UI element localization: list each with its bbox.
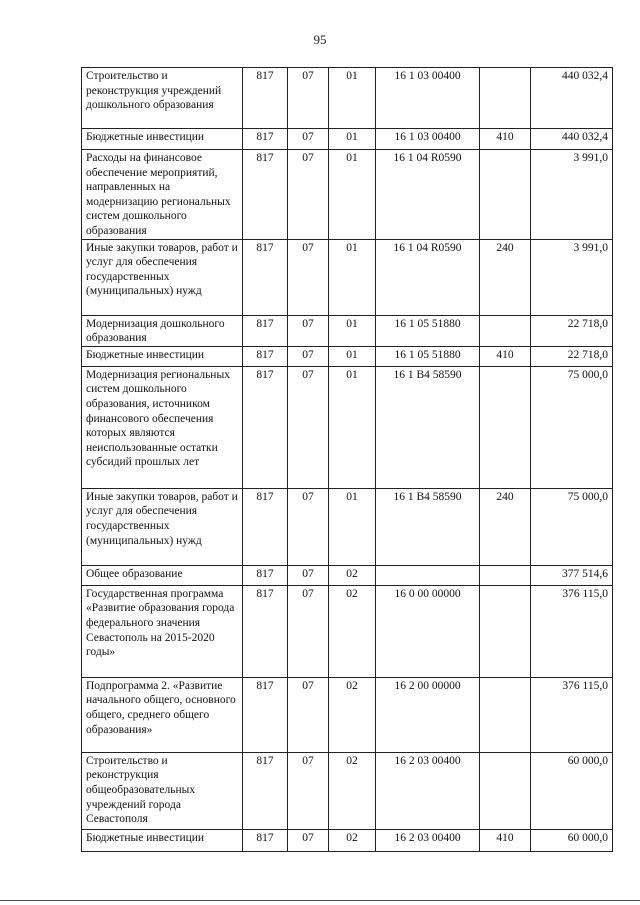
row-target-article: 16 1 03 00400 (376, 129, 480, 150)
row-name: Подпрограмма 2. «Развитие начального общего, основного общего, среднего общего образования» (82, 677, 243, 752)
table-row (82, 346, 613, 366)
row-section-code: 07 (288, 585, 329, 677)
row-section-code: 07 (288, 752, 329, 829)
row-name: Бюджетные инвестиции (82, 829, 243, 851)
table-row (82, 488, 613, 565)
table-row (82, 239, 613, 315)
row-ministry-code: 817 (243, 585, 288, 677)
table-row (82, 68, 613, 129)
row-subsection-code: 01 (329, 239, 376, 315)
row-ministry-code: 817 (243, 315, 288, 346)
row-subsection-code: 01 (329, 315, 376, 346)
row-expense-type (480, 68, 531, 129)
budget-table (81, 67, 613, 852)
row-amount: 3 991,0 (531, 239, 613, 315)
row-ministry-code: 817 (243, 565, 288, 585)
row-section-code: 07 (288, 565, 329, 585)
row-expense-type: 410 (480, 129, 531, 150)
row-target-article: 16 1 В4 58590 (376, 366, 480, 488)
row-amount: 75 000,0 (531, 366, 613, 488)
row-target-article: 16 2 00 00000 (376, 677, 480, 752)
row-section-code: 07 (288, 150, 329, 240)
row-ministry-code: 817 (243, 488, 288, 565)
row-name: Государственная программа «Развитие образования города федерального значения Севастополь на 2015-2020 годы» (82, 585, 243, 677)
row-expense-type (480, 315, 531, 346)
row-subsection-code: 01 (329, 150, 376, 240)
row-ministry-code: 817 (243, 677, 288, 752)
table-row (82, 565, 613, 585)
row-name: Иные закупки товаров, работ и услуг для обеспечения государственных (муниципальных) нужд (82, 488, 243, 565)
row-target-article: 16 2 03 00400 (376, 752, 480, 829)
row-amount: 376 115,0 (531, 677, 613, 752)
row-name: Бюджетные инвестиции (82, 346, 243, 366)
row-subsection-code: 01 (329, 68, 376, 129)
row-name: Модернизация региональных систем дошкольного образования, источником финансового обеспечения которых являются неиспользованные остатки субсидий прошлых лет (82, 366, 243, 488)
row-subsection-code: 01 (329, 346, 376, 366)
row-subsection-code: 02 (329, 585, 376, 677)
table-row (82, 366, 613, 488)
row-expense-type (480, 752, 531, 829)
row-amount: 3 991,0 (531, 150, 613, 240)
row-section-code: 07 (288, 68, 329, 129)
row-subsection-code: 02 (329, 565, 376, 585)
row-section-code: 07 (288, 315, 329, 346)
row-expense-type (480, 677, 531, 752)
row-expense-type: 240 (480, 239, 531, 315)
row-section-code: 07 (288, 488, 329, 565)
row-ministry-code: 817 (243, 829, 288, 851)
row-target-article: 16 1 04 R0590 (376, 239, 480, 315)
row-ministry-code: 817 (243, 68, 288, 129)
row-ministry-code: 817 (243, 129, 288, 150)
table-row (82, 829, 613, 851)
row-expense-type (480, 585, 531, 677)
row-section-code: 07 (288, 677, 329, 752)
row-name: Бюджетные инвестиции (82, 129, 243, 150)
row-section-code: 07 (288, 829, 329, 851)
row-amount: 60 000,0 (531, 752, 613, 829)
page-number: 95 (313, 32, 327, 47)
row-name: Модернизация дошкольного образования (82, 315, 243, 346)
row-name: Общее образование (82, 565, 243, 585)
row-subsection-code: 01 (329, 366, 376, 488)
page-edge-line (0, 900, 640, 901)
row-expense-type (480, 565, 531, 585)
row-amount: 22 718,0 (531, 315, 613, 346)
row-amount: 22 718,0 (531, 346, 613, 366)
row-expense-type (480, 150, 531, 240)
row-target-article: 16 1 03 00400 (376, 68, 480, 129)
table-row (82, 752, 613, 829)
row-ministry-code: 817 (243, 346, 288, 366)
table-row (82, 315, 613, 346)
row-amount: 60 000,0 (531, 829, 613, 851)
row-section-code: 07 (288, 129, 329, 150)
table-row (82, 129, 613, 150)
row-name: Строительство и реконструкция учреждений дошкольного образования (82, 68, 243, 129)
row-target-article: 16 2 03 00400 (376, 829, 480, 851)
row-name: Иные закупки товаров, работ и услуг для обеспечения государственных (муниципальных) нужд (82, 239, 243, 315)
row-expense-type (480, 366, 531, 488)
row-ministry-code: 817 (243, 150, 288, 240)
row-section-code: 07 (288, 239, 329, 315)
table-row (82, 585, 613, 677)
row-name: Расходы на финансовое обеспечение мероприятий, направленных на модернизацию региональных систем дошкольного образования (82, 150, 243, 240)
row-section-code: 07 (288, 346, 329, 366)
row-expense-type: 410 (480, 829, 531, 851)
row-ministry-code: 817 (243, 366, 288, 488)
row-target-article: 16 1 05 51880 (376, 315, 480, 346)
row-amount: 377 514,6 (531, 565, 613, 585)
row-target-article: 16 1 04 R0590 (376, 150, 480, 240)
row-amount: 440 032,4 (531, 68, 613, 129)
table-row (82, 150, 613, 240)
row-ministry-code: 817 (243, 752, 288, 829)
row-target-article: 16 1 05 51880 (376, 346, 480, 366)
row-subsection-code: 01 (329, 488, 376, 565)
row-name: Строительство и реконструкция общеобразовательных учреждений города Севастополя (82, 752, 243, 829)
row-expense-type: 410 (480, 346, 531, 366)
row-subsection-code: 01 (329, 129, 376, 150)
row-subsection-code: 02 (329, 752, 376, 829)
table-row (82, 677, 613, 752)
row-section-code: 07 (288, 366, 329, 488)
row-subsection-code: 02 (329, 829, 376, 851)
row-amount: 75 000,0 (531, 488, 613, 565)
row-amount: 440 032,4 (531, 129, 613, 150)
row-expense-type: 240 (480, 488, 531, 565)
row-subsection-code: 02 (329, 677, 376, 752)
row-ministry-code: 817 (243, 239, 288, 315)
row-target-article (376, 565, 480, 585)
row-target-article: 16 0 00 00000 (376, 585, 480, 677)
row-target-article: 16 1 В4 58590 (376, 488, 480, 565)
row-amount: 376 115,0 (531, 585, 613, 677)
